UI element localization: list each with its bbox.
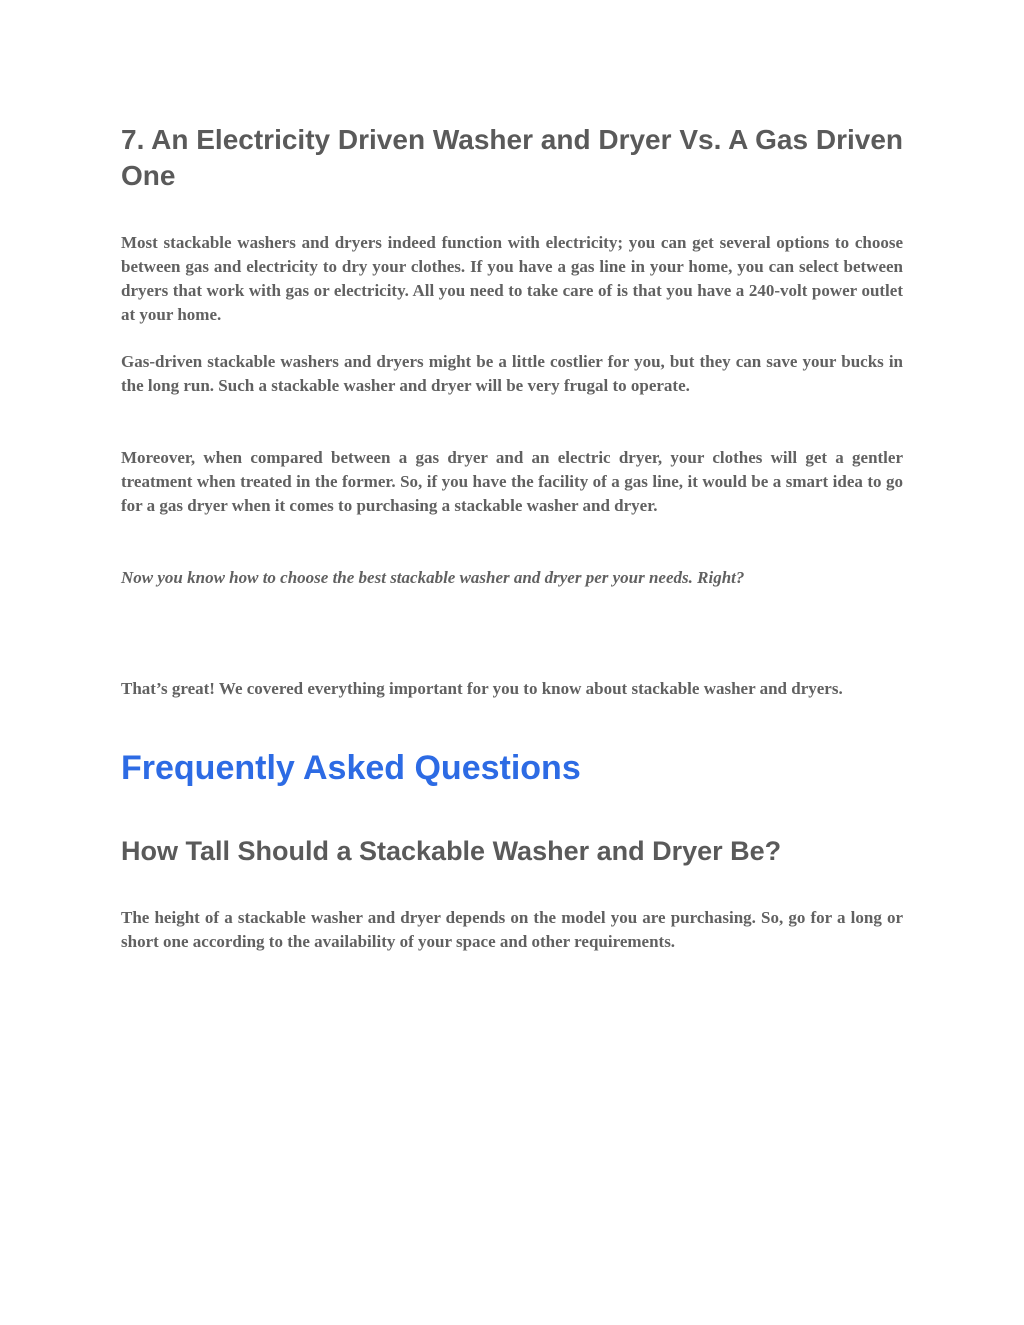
paragraph-comparison: Moreover, when compared between a gas dryer and an electric dryer, your clothes will get a gentler treatment when treated in the former. So, if you have the facility of a gas line, it would be a smart idea to go for a gas dryer when it comes to purchasing a stackable washer and dryer.: [121, 448, 903, 515]
italic-note: Now you know how to choose the best stackable washer and dryer per your needs. Right?: [121, 568, 745, 587]
paragraph-electricity: Most stackable washers and dryers indeed function with electricity; you can get several options to choose between gas and electricity to dry your clothes. If you have a gas line in your home, you can select between dryers that work with gas or electricity. All you need to take care of is that you have a 240-volt power outlet at your home.: [121, 233, 903, 324]
paragraph-closing: That’s great! We covered everything important for you to know about stackable washer and dryers.: [121, 679, 843, 698]
faq-question: How Tall Should a Stackable Washer and Dryer Be?: [121, 836, 782, 866]
faq-heading: Frequently Asked Questions: [121, 749, 581, 787]
section-heading: 7. An Electricity Driven Washer and Dryer Vs. A Gas Driven One: [121, 124, 903, 191]
faq-answer: The height of a stackable washer and dryer depends on the model you are purchasing. So, go for a long or short one according to the availability of your space and other requirements.: [121, 908, 903, 951]
paragraph-gas-driven: Gas-driven stackable washers and dryers might be a little costlier for you, but they can save your bucks in the long run. Such a stackable washer and dryer will be very frugal to operate.: [121, 352, 903, 395]
